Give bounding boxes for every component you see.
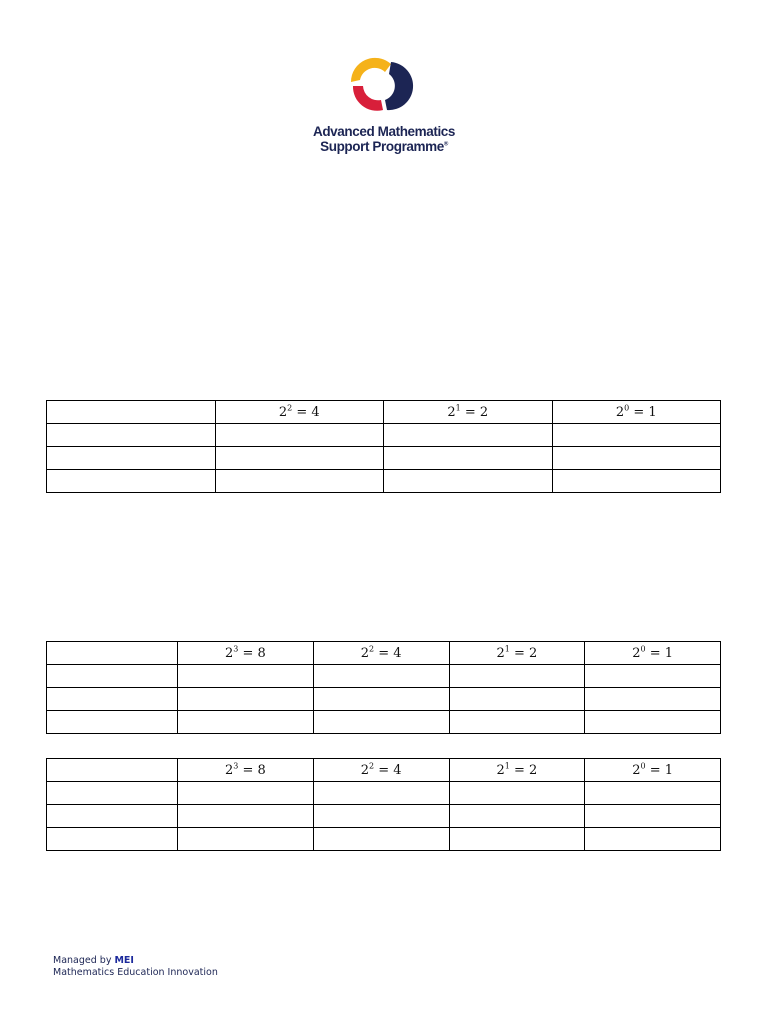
table-row — [47, 688, 721, 711]
org-name: Mathematics Education Innovation — [53, 967, 218, 978]
header-cell: $2^0 = 1$ — [585, 642, 721, 665]
footer — [53, 955, 218, 979]
table-row — [47, 828, 721, 851]
table-cell[interactable] — [313, 711, 449, 734]
logo-text-line-2: Support Programme® — [320, 139, 448, 154]
mei-logo-text: MEI — [114, 955, 134, 966]
header-cell: $2^1 = 2$ — [384, 401, 553, 424]
table-row — [47, 665, 721, 688]
table-cell[interactable] — [449, 828, 585, 851]
table-cell[interactable] — [585, 805, 721, 828]
logo-text-line-1: Advanced Mathematics — [312, 124, 456, 139]
table-cell[interactable] — [215, 424, 384, 447]
table-cell[interactable] — [449, 782, 585, 805]
table-cell[interactable] — [449, 688, 585, 711]
table-cell[interactable] — [449, 805, 585, 828]
header-row — [47, 642, 721, 665]
table-cell[interactable] — [585, 782, 721, 805]
header-cell: $2^2 = 4$ — [313, 642, 449, 665]
table-cell[interactable] — [47, 665, 178, 688]
table-cell[interactable] — [47, 711, 178, 734]
header-cell: $2^0 = 1$ — [585, 759, 721, 782]
table-cell[interactable] — [552, 447, 721, 470]
table-row — [47, 805, 721, 828]
table-cell[interactable] — [47, 470, 216, 493]
table-cell[interactable] — [585, 828, 721, 851]
header-row — [47, 759, 721, 782]
table-cell[interactable] — [384, 470, 553, 493]
header-cell: $2^1 = 2$ — [449, 759, 585, 782]
table-cell[interactable] — [47, 782, 178, 805]
table-cell[interactable] — [178, 711, 314, 734]
table-row — [47, 470, 721, 493]
table-cell[interactable] — [585, 665, 721, 688]
table-cell[interactable] — [313, 805, 449, 828]
table-cell[interactable] — [215, 470, 384, 493]
header-cell: $2^3 = 8$ — [178, 642, 314, 665]
table-row — [47, 447, 721, 470]
table-cell[interactable] — [47, 447, 216, 470]
header-cell: $2^1 = 2$ — [449, 642, 585, 665]
table-cell[interactable] — [552, 424, 721, 447]
table-cell[interactable] — [178, 665, 314, 688]
table-cell[interactable] — [178, 688, 314, 711]
header-cell-blank — [47, 642, 178, 665]
place-value-table-b — [46, 641, 721, 734]
table-cell[interactable] — [449, 711, 585, 734]
header-row — [47, 401, 721, 424]
registered-mark: ® — [443, 141, 448, 148]
table-cell[interactable] — [313, 688, 449, 711]
table-cell[interactable] — [313, 665, 449, 688]
header-cell-blank — [47, 759, 178, 782]
header-cell: $2^3 = 8$ — [178, 759, 314, 782]
amsp-rings-icon — [345, 52, 423, 116]
table-cell[interactable] — [178, 828, 314, 851]
header-cell: $2^2 = 4$ — [313, 759, 449, 782]
header-cell: $2^0 = 1$ — [552, 401, 721, 424]
managed-by-line: Managed by MEI — [53, 955, 134, 966]
table-cell[interactable] — [384, 447, 553, 470]
table-row — [47, 711, 721, 734]
table-cell[interactable] — [47, 688, 178, 711]
table-cell[interactable] — [47, 805, 178, 828]
table-row — [47, 782, 721, 805]
table-cell[interactable] — [585, 711, 721, 734]
place-value-table-c — [46, 758, 721, 851]
place-value-table-a — [46, 400, 721, 493]
table-cell[interactable] — [585, 688, 721, 711]
table-cell[interactable] — [178, 782, 314, 805]
table-cell[interactable] — [215, 447, 384, 470]
table-cell[interactable] — [552, 470, 721, 493]
table-cell[interactable] — [449, 665, 585, 688]
amsp-logo — [300, 52, 468, 162]
table-cell[interactable] — [313, 828, 449, 851]
table-cell[interactable] — [313, 782, 449, 805]
table-cell[interactable] — [178, 805, 314, 828]
table-row — [47, 424, 721, 447]
table-cell[interactable] — [47, 828, 178, 851]
header-cell: $2^2 = 4$ — [215, 401, 384, 424]
table-cell[interactable] — [47, 424, 216, 447]
table-cell[interactable] — [384, 424, 553, 447]
header-cell-blank — [47, 401, 216, 424]
